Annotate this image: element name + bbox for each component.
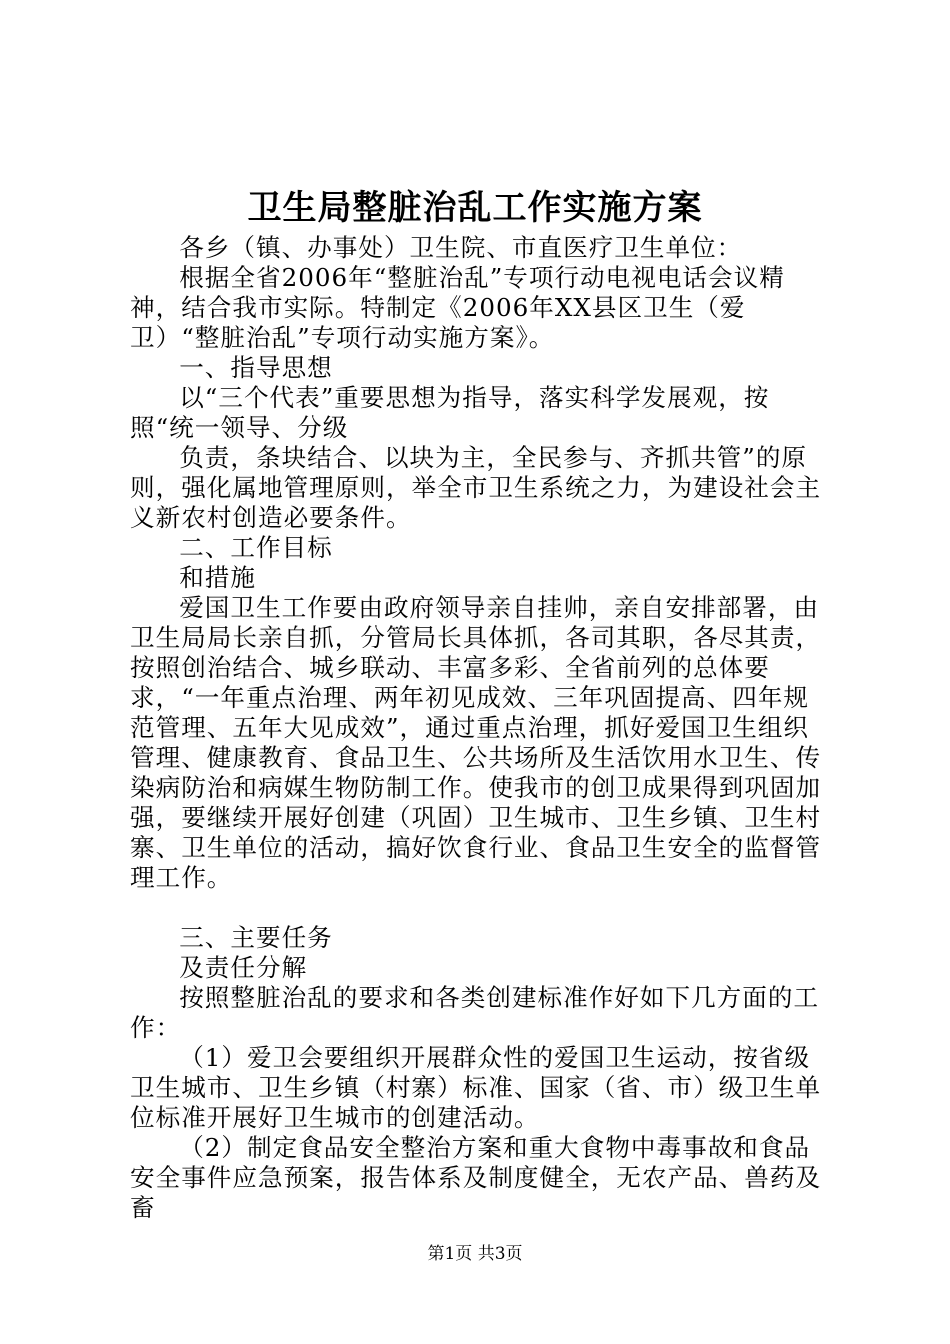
- section-heading-goals-continued: 和措施: [179, 563, 256, 592]
- section-heading-guiding-ideology: 一、指导思想: [179, 353, 333, 382]
- body-paragraph: 以“三个代表”重要思想为指导，落实科学发展观，按照“统一领导、分级: [130, 383, 770, 442]
- body-paragraph: 爱国卫生工作要由政府领导亲自挂帅，亲自安排部署，由卫生局局长亲自抓，分管局长具体抓，各司其职，各尽其责，按照创治结合、城乡联动、丰富多彩、全省前列的总体要求，“一年重点治理、两年初见成效、三年巩固提高、四年规范管理、五年大见成效”，通过重点治理，抓好爱国卫生组织管理、健康教育、食品卫生、公共场所及生活饮用水卫生、传染病防治和病媒生物防制工作。使我市的创卫成果得到巩固加强，要继续开展好创建（巩固）卫生城市、卫生乡镇、卫生村寨、卫生单位的活动，搞好饮食行业、食品卫生安全的监督管理工作。: [130, 593, 822, 892]
- section-heading-main-tasks-continued: 及责任分解: [179, 953, 308, 982]
- body-paragraph: 负责，条块结合、以块为主，全民参与、齐抓共管”的原则，强化属地管理原则，举全市卫生系统之力，为建设社会主义新农村创造必要条件。: [130, 443, 822, 532]
- section-heading-main-tasks: 三、主要任务: [179, 923, 333, 952]
- list-item-1: （1）爱卫会要组织开展群众性的爱国卫生运动，按省级卫生城市、卫生乡镇（村寨）标准、国家（省、市）级卫生单位标准开展好卫生城市的创建活动。: [130, 1043, 822, 1132]
- section-heading-goals: 二、工作目标: [179, 533, 333, 562]
- document-title: 卫生局整脏治乱工作实施方案: [247, 188, 703, 228]
- salutation-paragraph: 各乡（镇、办事处）卫生院、市直医疗卫生单位：: [179, 233, 743, 262]
- body-paragraph: 按照整脏治乱的要求和各类创建标准作好如下几方面的工作：: [130, 983, 820, 1042]
- page-footer: 第1页 共3页: [427, 1244, 523, 1264]
- list-item-2: （2）制定食品安全整治方案和重大食物中毒事故和食品安全事件应急预案，报告体系及制度健全，无农产品、兽药及畜: [130, 1133, 822, 1222]
- intro-paragraph: 根据全省2006年“整脏治乱”专项行动电视电话会议精神，结合我市实际。特制定《2006年XX县区卫生（爱卫）“整脏治乱”专项行动实施方案》。: [130, 263, 785, 352]
- document-body: [130, 233, 830, 1223]
